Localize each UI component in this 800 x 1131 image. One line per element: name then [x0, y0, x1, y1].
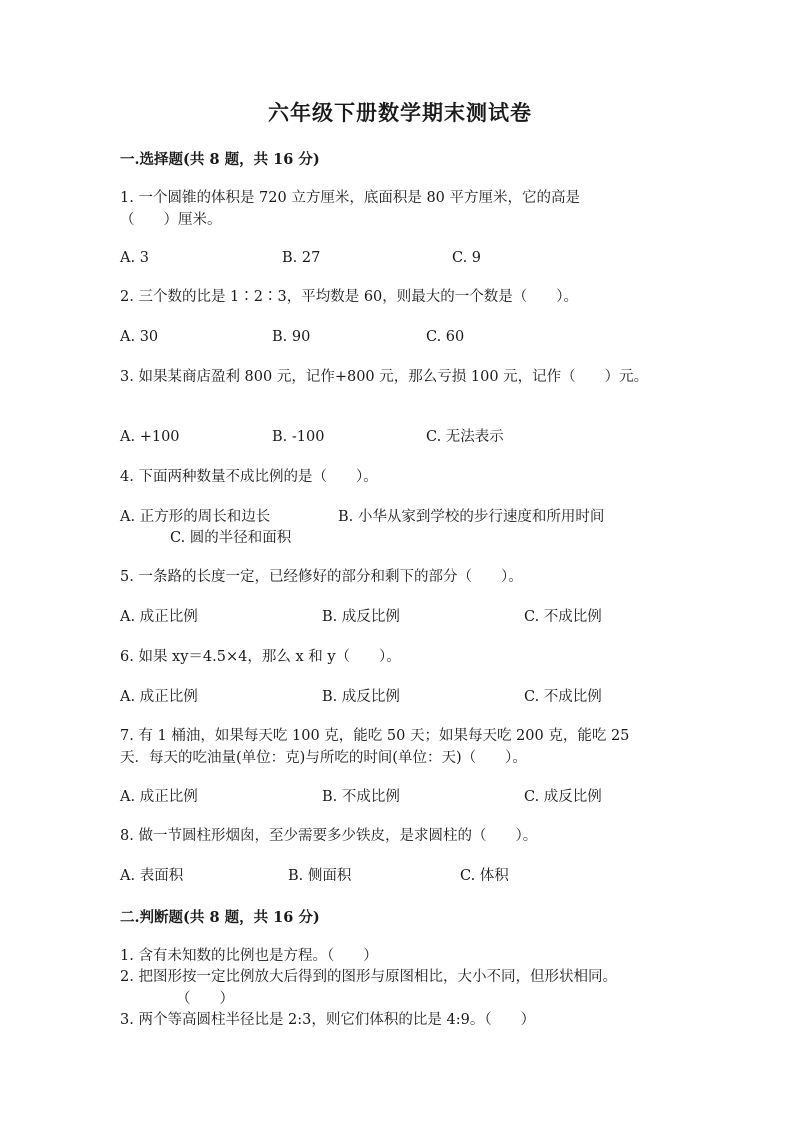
option-b: B. 成反比例 — [322, 609, 400, 625]
question-text: 7. 有 1 桶油，如果每天吃 100 克，能吃 50 天；如果每天吃 200 克，能吃 25 — [120, 728, 630, 744]
question-text: 1. 一个圆锥的体积是 720 立方厘米，底面积是 80 平方厘米，它的高是 — [120, 190, 581, 206]
option-b: B. 侧面积 — [288, 868, 352, 884]
question-text: 2. 三个数的比是 1∶2∶3，平均数是 60，则最大的一个数是（ ）。 — [120, 289, 579, 305]
question-7-options — [120, 786, 680, 808]
question-text: 5. 一条路的长度一定，已经修好的部分和剩下的部分（ ）。 — [120, 569, 523, 585]
question-text: 4. 下面两种数量不成比例的是（ ）。 — [120, 469, 378, 485]
option-a: A. +100 — [120, 429, 180, 445]
judgement-1 — [120, 945, 680, 967]
option-b: B. -100 — [272, 429, 325, 445]
question-3 — [120, 366, 680, 388]
question-7 — [120, 725, 680, 769]
page-title: 六年级下册数学期末测试卷 — [268, 100, 532, 125]
question-6 — [120, 646, 680, 668]
judgement-2 — [120, 966, 680, 1010]
option-c: C. 9 — [452, 250, 482, 266]
section-heading-judgement: 二.判断题(共 8 题，共 16 分) — [120, 909, 320, 926]
option-c: C. 不成比例 — [524, 609, 602, 625]
option-a: A. 3 — [120, 250, 149, 266]
option-a: A. 成正比例 — [120, 609, 198, 625]
question-text-cont: （ ）厘米。 — [120, 212, 222, 228]
question-text-cont: 天．每天的吃油量(单位：克)与所吃的时间(单位：天)（ ）。 — [120, 750, 527, 766]
option-c: C. 体积 — [460, 868, 509, 884]
question-4 — [120, 466, 680, 488]
question-text: 8. 做一节圆柱形烟囱，至少需要多少铁皮，是求圆柱的（ ）。 — [120, 828, 538, 844]
option-b: B. 27 — [282, 250, 321, 266]
question-5 — [120, 566, 680, 588]
option-c: C. 无法表示 — [426, 429, 504, 445]
question-3-options — [120, 426, 680, 448]
question-6-options — [120, 686, 680, 708]
option-b: B. 成反比例 — [322, 689, 400, 705]
option-a: A. 30 — [120, 329, 159, 345]
option-b: B. 90 — [272, 329, 311, 345]
option-c: C. 60 — [426, 329, 465, 345]
question-text: 3. 如果某商店盈利 800 元，记作+800 元，那么亏损 100 元，记作（ ）元。 — [120, 369, 649, 385]
option-c: C. 圆的半径和面积 — [170, 530, 292, 546]
option-c: C. 成反比例 — [524, 789, 602, 805]
option-a: A. 正方形的周长和边长 — [120, 509, 271, 525]
question-text: 1. 含有未知数的比例也是方程。（ ） — [120, 948, 378, 964]
question-text-cont: （ ） — [176, 991, 234, 1007]
section-heading-choice: 一.选择题(共 8 题，共 16 分) — [120, 151, 320, 168]
question-text: 3. 两个等高圆柱半径比是 2:3，则它们体积的比是 4:9。（ ） — [120, 1012, 536, 1028]
question-5-options — [120, 606, 680, 628]
option-b: B. 小华从家到学校的步行速度和所用时间 — [338, 509, 605, 525]
question-8 — [120, 825, 680, 847]
question-1 — [120, 187, 680, 231]
question-8-options — [120, 865, 680, 887]
option-c: C. 不成比例 — [524, 689, 602, 705]
option-a: A. 成正比例 — [120, 689, 198, 705]
judgement-3 — [120, 1009, 680, 1031]
option-a: A. 表面积 — [120, 868, 184, 884]
option-a: A. 成正比例 — [120, 789, 198, 805]
question-1-options — [120, 247, 680, 269]
question-text: 2. 把图形按一定比例放大后得到的图形与原图相比，大小不同，但形状相同。 — [120, 969, 617, 985]
question-2-options — [120, 326, 680, 348]
question-2 — [120, 286, 680, 308]
option-b: B. 不成比例 — [322, 789, 400, 805]
question-text: 6. 如果 xy＝4.5×4，那么 x 和 y（ ）。 — [120, 649, 401, 665]
